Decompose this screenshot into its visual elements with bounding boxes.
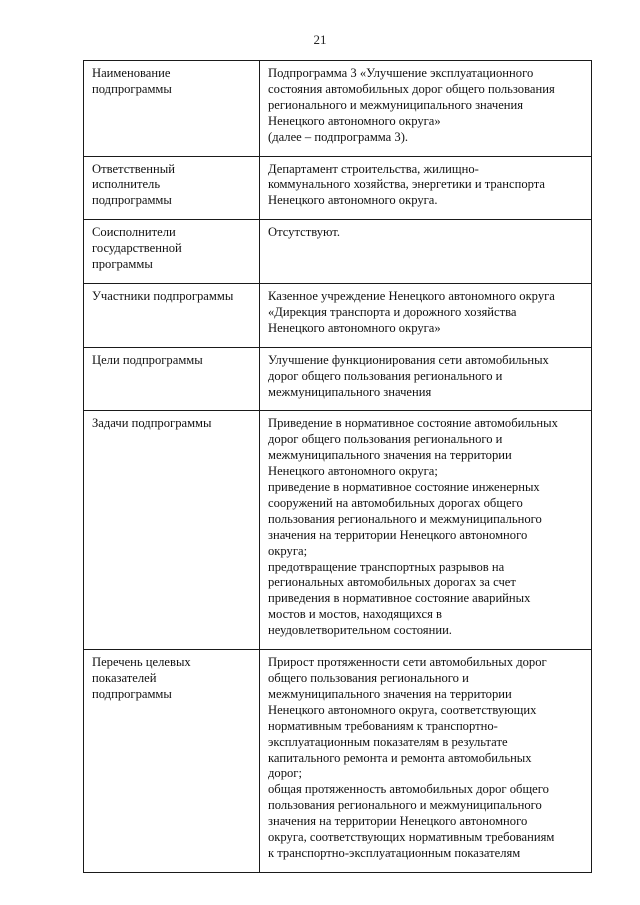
row-label-cell: [84, 650, 260, 873]
row-value-line: округа, соответствующих нормативным требованиям: [268, 830, 555, 845]
row-value-line: Казенное учреждение Ненецкого автономного округа: [268, 288, 555, 303]
row-label-line: Участники подпрограммы: [92, 288, 234, 303]
row-value-cell: [260, 347, 592, 411]
row-label-cell: [84, 347, 260, 411]
row-value-line: дорог;: [268, 766, 302, 781]
row-label-line: подпрограммы: [92, 686, 172, 701]
row-value-line: Улучшение функционирования сети автомобильных: [268, 352, 549, 367]
row-label-line: Наименование: [92, 66, 171, 80]
row-value-line: Ненецкого автономного округа.: [268, 193, 438, 208]
row-value-line: эксплуатационным показателям в результате: [268, 734, 508, 749]
row-value-line: мостов и мостов, находящихся в: [268, 607, 442, 622]
row-value-line: приведения в нормативное состояние аварийных: [268, 591, 531, 606]
row-label-line: государственной: [92, 241, 182, 256]
row-label-line: подпрограммы: [92, 193, 172, 208]
row-label-cell: [84, 61, 260, 157]
row-value-line: регионального и межмуниципального значения: [268, 97, 524, 112]
row-label-line: показателей: [92, 671, 157, 685]
table-row-goals: [84, 347, 592, 411]
table-row-tasks: [84, 411, 592, 650]
row-value-line: дорог общего пользования регионального и: [268, 432, 503, 447]
row-value-line: региональных автомобильных дорогах за счет: [268, 575, 516, 590]
row-label-cell: [84, 411, 260, 650]
row-label-line: Задачи подпрограммы: [92, 416, 212, 431]
row-value-line: неудовлетворительном состоянии.: [268, 623, 452, 638]
row-label-line: Ответственный: [92, 161, 175, 176]
row-value-line: Прирост протяженности сети автомобильных дорог: [268, 655, 547, 670]
row-value-line: пользования регионального и межмуниципального: [268, 798, 542, 813]
row-value-line: общая протяженность автомобильных дорог общего: [268, 782, 549, 797]
row-label-line: программы: [92, 257, 153, 272]
row-value-line: межмуниципального значения на территории: [268, 686, 512, 701]
row-value-line: Подпрограмма 3 «Улучшение эксплуатационного: [268, 66, 534, 80]
row-label-line: исполнитель: [92, 177, 161, 192]
row-value-line: к транспортно-эксплуатационным показателям: [268, 845, 521, 860]
subprogram-passport-table: [83, 60, 592, 873]
row-label-cell: [84, 220, 260, 284]
row-label-cell: [84, 156, 260, 220]
row-value-line: общего пользования регионального и: [268, 671, 469, 685]
row-label-line: подпрограммы: [92, 81, 172, 96]
table-row-co-executors: [84, 220, 592, 284]
row-value-line: Департамент строительства, жилищно-: [268, 161, 479, 176]
row-value-line: нормативным требованиям к транспортно-: [268, 718, 498, 733]
row-label-line: Перечень целевых: [92, 655, 191, 670]
row-value-line: значения на территории Ненецкого автономного: [268, 814, 528, 829]
row-value-line: предотвращение транспортных разрывов на: [268, 559, 505, 574]
page-number: 21: [313, 32, 327, 47]
table-row-responsible-executor: [84, 156, 592, 220]
table-row-name: [84, 61, 592, 157]
row-value-cell: [260, 283, 592, 347]
table-row-participants: [84, 283, 592, 347]
row-value-line: коммунального хозяйства, энергетики и транспорта: [268, 177, 546, 192]
row-value-line: Приведение в нормативное состояние автомобильных: [268, 416, 558, 431]
row-value-line: «Дирекция транспорта и дорожного хозяйства: [268, 304, 517, 319]
row-value-cell: [260, 61, 592, 157]
row-value-line: дорог общего пользования регионального и: [268, 368, 503, 383]
row-value-line: сооружений на автомобильных дорогах общего: [268, 495, 523, 510]
row-value-cell: [260, 650, 592, 873]
row-value-line: приведение в нормативное состояние инженерных: [268, 480, 540, 495]
row-value-line: Ненецкого автономного округа»: [268, 320, 441, 335]
row-value-line: межмуниципального значения на территории: [268, 448, 512, 463]
row-value-cell: [260, 220, 592, 284]
row-value-line: Ненецкого автономного округа»: [268, 113, 441, 128]
table-body: [84, 61, 592, 873]
row-value-cell: [260, 156, 592, 220]
row-value-line: капитального ремонта и ремонта автомобильных: [268, 750, 532, 765]
row-value-line: Отсутствуют.: [268, 225, 340, 240]
row-value-line: (далее – подпрограмма 3).: [268, 129, 409, 144]
row-label-cell: [84, 283, 260, 347]
row-label-line: Цели подпрограммы: [92, 352, 203, 367]
row-label-line: Соисполнители: [92, 225, 176, 240]
row-value-line: состояния автомобильных дорог общего пользования: [268, 81, 555, 96]
row-value-line: округа;: [268, 543, 308, 558]
row-value-line: межмуниципального значения: [268, 384, 432, 399]
table-row-target-indicators: [84, 650, 592, 873]
row-value-line: значения на территории Ненецкого автономного: [268, 527, 528, 542]
row-value-line: Ненецкого автономного округа, соответствующих: [268, 702, 537, 717]
row-value-line: Ненецкого автономного округа;: [268, 464, 438, 479]
row-value-line: пользования регионального и межмуниципального: [268, 511, 542, 526]
row-value-cell: [260, 411, 592, 650]
